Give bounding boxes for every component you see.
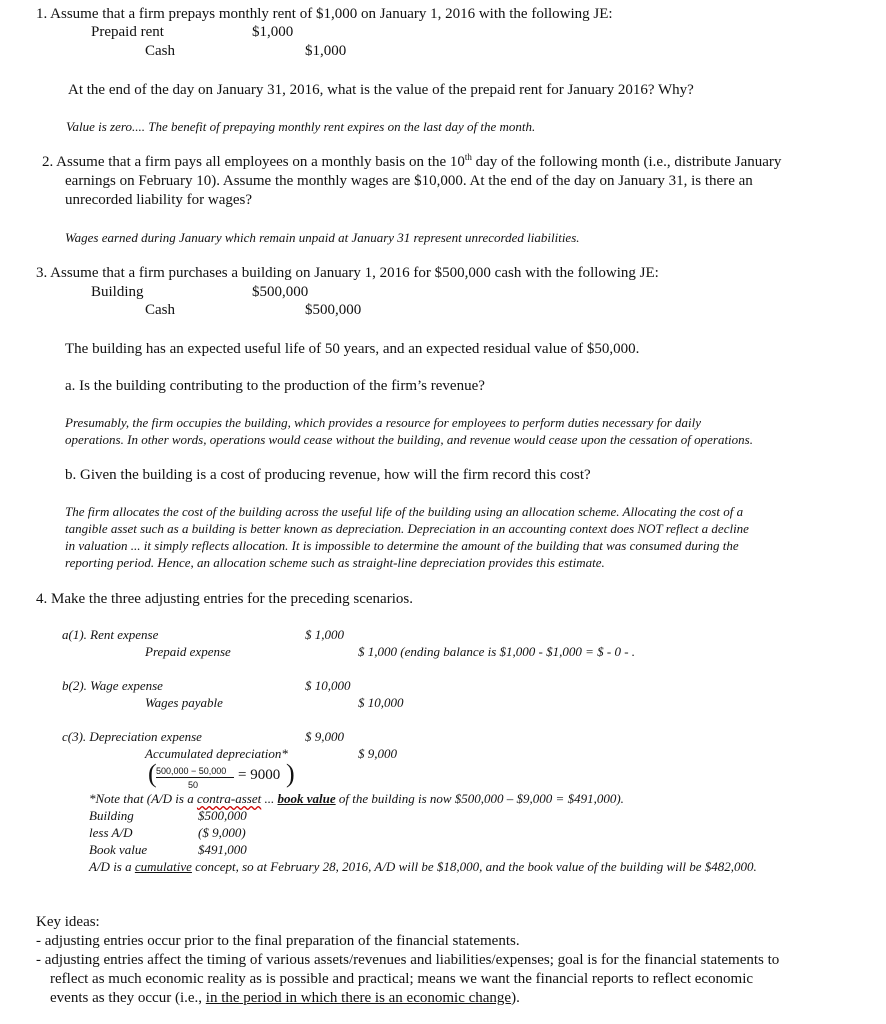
note-post: of the building is now $500,000 – $9,000 = $491,000).: [335, 791, 624, 806]
q4-b-debit: b(2). Wage expense: [62, 678, 163, 693]
formula-result: = 9000: [238, 767, 281, 783]
cumul-word: cumulative: [134, 859, 192, 874]
q2-line3: unrecorded liability for wages?: [65, 192, 253, 208]
q1-je-debit-amount: $1,000: [252, 24, 294, 40]
q3-answer-b-line1: The firm allocates the cost of the building across the useful life of the building using an allocation scheme. Allocating the cost of a: [65, 504, 744, 519]
q3-je-credit-account: Cash: [145, 302, 175, 318]
q4-a-debit: a(1). Rent expense: [62, 627, 159, 642]
key-idea-2-line2: reflect as much economic reality as is possible and practical; means we want the financial reports to reflect economic: [50, 971, 754, 987]
bv-value-less-ad: ($ 9,000): [198, 825, 246, 840]
q4-note: [89, 792, 624, 807]
q4-a-credit: Prepaid expense: [145, 644, 231, 659]
q1-question: 1. Assume that a firm prepays monthly rent of $1,000 on January 1, 2016 with the following JE:: [36, 6, 613, 22]
cumul-post: concept, so at February 28, 2016, A/D will be $18,000, and the book value of the building will be $482,000.: [191, 859, 757, 874]
q2-line1-sup: th: [464, 152, 472, 162]
formula-denominator: 50: [188, 780, 199, 790]
q1-je-credit-amount: $1,000: [305, 43, 347, 59]
formula-open-paren: (: [148, 759, 157, 788]
q3-answer-a-line2: operations. In other words, operations would cease without the building, and revenue would cease upon the cessation of operations.: [65, 432, 753, 447]
q3-je-debit-account: Building: [91, 284, 144, 300]
q1-answer: Value is zero.... The benefit of prepaying monthly rent expires on the last day of the month.: [66, 119, 536, 134]
q3-je-debit-amount: $500,000: [252, 284, 309, 300]
q2-line1-post: day of the following month (i.e., distribute January: [471, 154, 782, 170]
depreciation-formula: [148, 759, 308, 793]
q3-answer-b-line2: tangible asset such as a building is better known as depreciation. Depreciation in an accounting context does NOT reflect a decline: [65, 521, 749, 536]
q4-b-credit-amount: $ 10,000: [358, 695, 404, 710]
q3-answer-b-line4: reporting period. Hence, an allocation scheme such as straight-line depreciation provides this estimate.: [65, 555, 605, 570]
key-idea-2-line1: - adjusting entries affect the timing of various assets/revenues and liabilities/expenses; goal is for the financial statements to: [36, 952, 780, 968]
formula-close-paren: ): [286, 759, 295, 788]
key-idea-1: - adjusting entries occur prior to the final preparation of the financial statements.: [36, 933, 520, 949]
formula-numerator: 500,000 − 50,000: [156, 766, 227, 776]
bv-value-building: $500,000: [198, 808, 247, 823]
q4-a-credit-amount: $ 1,000 (ending balance is $1,000 - $1,000 = $ - 0 - .: [358, 644, 636, 659]
q4-c-credit-amount: $ 9,000: [358, 746, 397, 761]
q4-question: 4. Make the three adjusting entries for the preceding scenarios.: [36, 591, 413, 607]
key-l4-post: ).: [511, 990, 520, 1006]
q4-b-debit-amount: $ 10,000: [305, 678, 351, 693]
q1-je-debit-account: Prepaid rent: [91, 24, 164, 40]
q3-info: The building has an expected useful life of 50 years, and an expected residual value of $50,000.: [65, 341, 640, 357]
cumul-pre: A/D is a: [89, 859, 135, 874]
q4-b-credit: Wages payable: [145, 695, 223, 710]
q2-line1-pre: 2. Assume that a firm pays all employees on a monthly basis on the 10: [42, 154, 465, 170]
q4-cumulative-note: [89, 860, 757, 875]
q3-question-b: b. Given the building is a cost of producing revenue, how will the firm record this cost?: [65, 467, 591, 483]
bv-label-building: Building: [89, 808, 134, 823]
q4-c-debit-amount: $ 9,000: [305, 729, 344, 744]
note-book-value: book value: [277, 791, 336, 806]
q4-a-debit-amount: $ 1,000: [305, 627, 344, 642]
q3-answer-a-line1: Presumably, the firm occupies the building, which provides a resource for employees to perform duties necessary for daily: [65, 415, 702, 430]
q4-c-credit: Accumulated depreciation*: [145, 746, 288, 761]
q3-je-credit-amount: $500,000: [305, 302, 362, 318]
note-mid: ...: [261, 791, 278, 806]
key-idea-2-line3: [50, 990, 520, 1007]
q2-line1: [42, 154, 781, 171]
formula-fraction-bar: [156, 777, 234, 778]
note-pre: *Note that (A/D is a: [89, 791, 197, 806]
q3-question: 3. Assume that a firm purchases a building on January 1, 2016 for $500,000 cash with the following JE:: [36, 265, 659, 281]
bv-label-less-ad: less A/D: [89, 825, 133, 840]
key-ideas-title: Key ideas:: [36, 914, 100, 930]
bv-value-book-value: $491,000: [198, 842, 247, 857]
q4-c-debit: c(3). Depreciation expense: [62, 729, 202, 744]
bv-label-book-value: Book value: [89, 842, 148, 857]
q2-line2: earnings on February 10). Assume the monthly wages are $10,000. At the end of the day on January 31, is there an: [65, 173, 753, 189]
note-contra-asset: contra-asset: [196, 791, 262, 806]
q2-answer: Wages earned during January which remain unpaid at January 31 represent unrecorded liabilities.: [65, 230, 580, 245]
q3-answer-b-line3: in valuation ... it simply reflects allocation. It is impossible to determine the amount of the building that was consumed during the: [65, 538, 739, 553]
q1-followup: At the end of the day on January 31, 2016, what is the value of the prepaid rent for January 2016? Why?: [68, 82, 694, 98]
q1-je-credit-account: Cash: [145, 43, 175, 59]
key-l4-pre: events as they occur (i.e.,: [50, 990, 206, 1006]
key-l4-underlined: in the period in which there is an economic change: [205, 990, 512, 1006]
q3-question-a: a. Is the building contributing to the production of the firm’s revenue?: [65, 378, 485, 394]
